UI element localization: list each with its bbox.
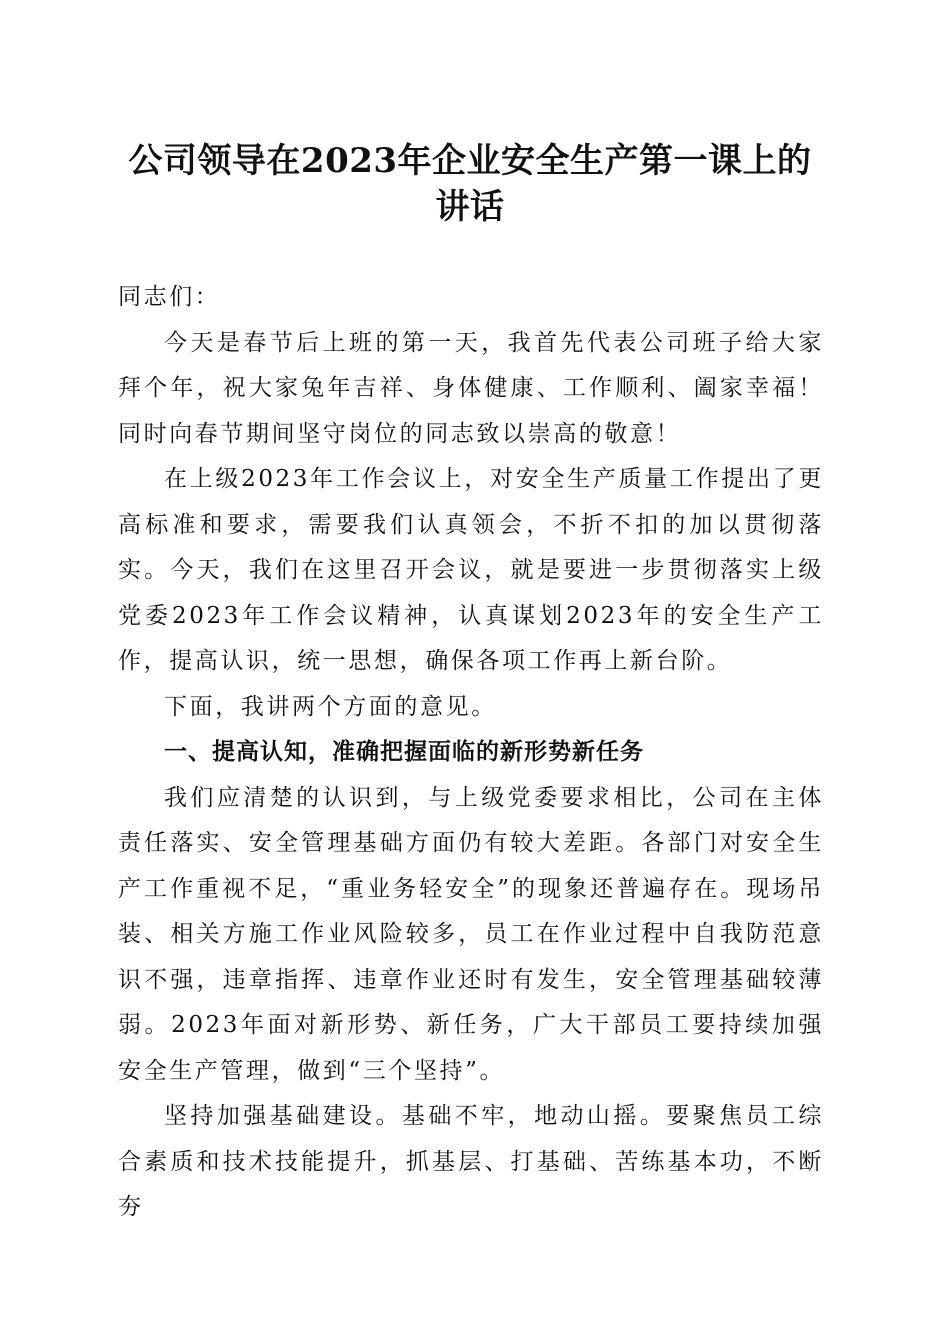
salutation: 同志们： <box>118 284 221 310</box>
paragraph: 下面，我讲两个方面的意见。 <box>164 693 497 720</box>
section-heading: 一、提高认知，准确把握面临的新形势新任务 <box>164 739 644 765</box>
document-body <box>118 275 824 1231</box>
document-title <box>118 138 822 230</box>
paragraph: 今天是春节后上班的第一天，我首先代表公司班子给大家拜个年，祝大家兔年吉祥、身体健康、工作顺利、阖家幸福！同时向春节期间坚守岗位的同志致以崇高的敬意！ <box>118 329 824 447</box>
title-line-2: 讲话 <box>435 187 505 227</box>
paragraph: 坚持加强基础建设。基础不牢，地动山摇。要聚焦员工综合素质和技术技能提升，抓基层、打基础、苦练基本功，不断夯 <box>118 1103 824 1220</box>
paragraph: 在上级2023年工作会议上，对安全生产质量工作提出了更高标准和要求，需要我们认真领会，不折不扣的加以贯彻落实。今天，我们在这里召开会议，就是要进一步贯彻落实上级党委2023年工作会议精神，认真谋划2023年的安全生产工作，提高认识，统一思想，确保各项工作再上新台阶。 <box>118 466 824 674</box>
title-line-1: 公司领导在2023年企业安全生产第一课上的 <box>128 141 812 181</box>
paragraph: 我们应清楚的认识到，与上级党委要求相比，公司在主体责任落实、安全管理基础方面仍有较大差距。各部门对安全生产工作重视不足，“重业务轻安全”的现象还普遍存在。现场吊装、相关方施工作业风险较多，员工在作业过程中自我防范意识不强，违章指挥、违章作业还时有发生，安全管理基础较薄弱。2023年面对新形势、新任务，广大干部员工要持续加强安全生产管理，做到“三个坚持”。 <box>118 784 824 1084</box>
